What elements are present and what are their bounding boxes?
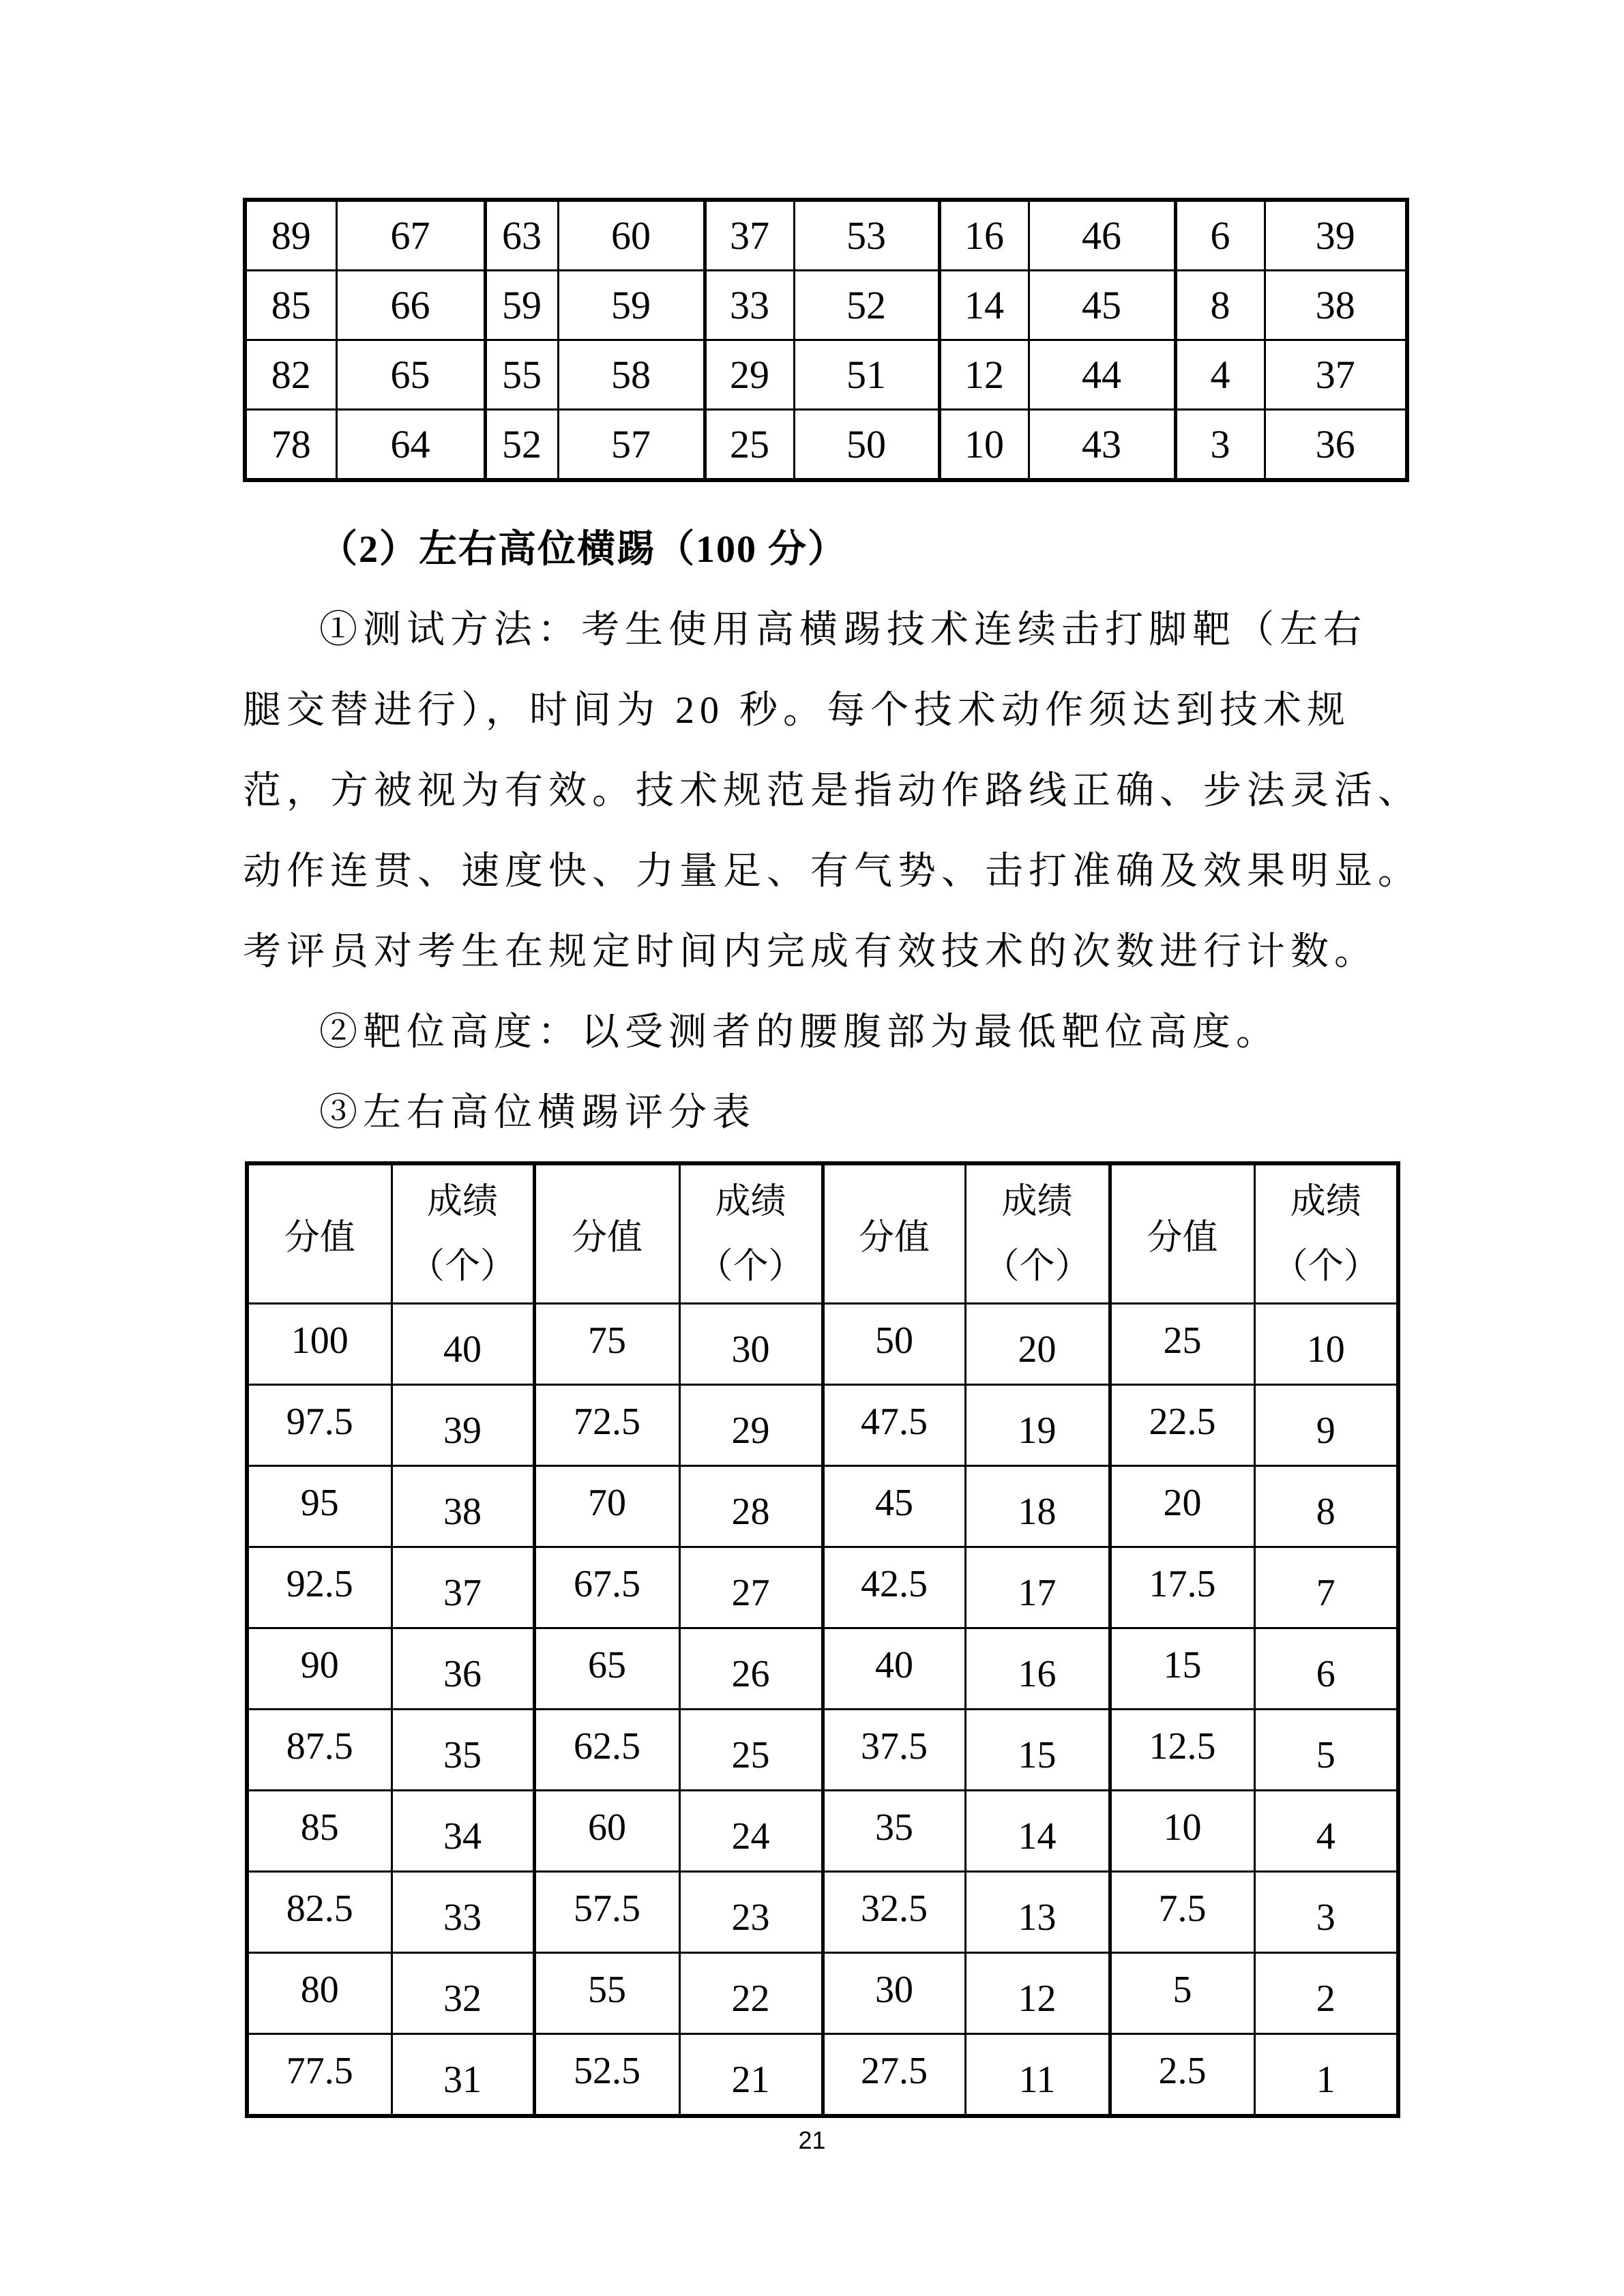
table-row	[247, 1710, 1398, 1791]
table-row	[247, 1628, 1398, 1710]
column-header-result	[679, 1163, 823, 1304]
table-cell: 72.5	[534, 1385, 679, 1466]
table-cell: 3	[1175, 410, 1265, 481]
table-cell: 23	[679, 1872, 823, 1953]
table-row	[245, 340, 1407, 410]
table-row	[247, 1304, 1398, 1385]
table-cell: 66	[336, 271, 485, 340]
table-cell: 4	[1175, 340, 1265, 410]
paragraph-line: 考评员对考生在规定时间内完成有效技术的次数进行计数。	[243, 931, 1378, 973]
table-cell: 90	[247, 1628, 392, 1710]
table-row	[247, 1466, 1398, 1547]
table-cell: 17	[965, 1547, 1110, 1628]
table-cell: 70	[534, 1466, 679, 1547]
table-cell: 60	[558, 200, 705, 271]
column-header-result	[1254, 1163, 1398, 1304]
table-cell: 47.5	[823, 1385, 965, 1466]
table-cell: 25	[1110, 1304, 1254, 1385]
table-cell: 62.5	[534, 1710, 679, 1791]
table-cell: 55	[485, 340, 558, 410]
continuation-score-table	[243, 198, 1409, 482]
table-cell: 12	[965, 1953, 1110, 2034]
table-cell: 35	[823, 1791, 965, 1872]
table-cell: 82.5	[247, 1872, 392, 1953]
table-cell: 59	[558, 271, 705, 340]
table-cell: 67	[336, 200, 485, 271]
table-cell: 36	[392, 1628, 534, 1710]
table-cell: 37	[705, 200, 794, 271]
table-cell: 57	[558, 410, 705, 481]
table-cell: 8	[1175, 271, 1265, 340]
table-cell: 78	[245, 410, 336, 481]
table-cell: 46	[1029, 200, 1175, 271]
column-header-result-line2: （个）	[1272, 1247, 1379, 1286]
table-cell: 50	[794, 410, 939, 481]
table-cell: 85	[247, 1791, 392, 1872]
table-cell: 27.5	[823, 2034, 965, 2117]
table-cell: 1	[1254, 2034, 1398, 2117]
table-cell: 50	[823, 1304, 965, 1385]
table-cell: 37.5	[823, 1710, 965, 1791]
table-caption-line: ③左右高位横踢评分表	[319, 1092, 756, 1134]
table-cell: 7	[1254, 1547, 1398, 1628]
table-cell: 45	[1029, 271, 1175, 340]
paragraph-line: 动作连贯、速度快、力量足、有气势、击打准确及效果明显。	[243, 850, 1421, 893]
table-cell: 32	[392, 1953, 534, 2034]
paragraph-line: 腿交替进行），时间为 20 秒。每个技术动作须达到技术规	[243, 689, 1350, 732]
table-cell: 12	[939, 340, 1029, 410]
table-cell: 29	[679, 1385, 823, 1466]
table-cell: 58	[558, 340, 705, 410]
table-cell: 67.5	[534, 1547, 679, 1628]
section-text-block	[243, 509, 1421, 1153]
table-cell: 16	[965, 1628, 1110, 1710]
table-cell: 12.5	[1110, 1710, 1254, 1791]
table-cell: 42.5	[823, 1547, 965, 1628]
table-cell: 52.5	[534, 2034, 679, 2117]
column-header-result-line1: 成绩	[715, 1182, 786, 1221]
table-cell: 16	[939, 200, 1029, 271]
column-header-score: 分值	[247, 1163, 392, 1304]
table-cell: 31	[392, 2034, 534, 2117]
table-cell: 37	[392, 1547, 534, 1628]
page-number: 21	[798, 2126, 826, 2154]
column-header-result-line2: （个）	[697, 1247, 804, 1286]
table-cell: 30	[679, 1304, 823, 1385]
table-cell: 27	[679, 1547, 823, 1628]
table-cell: 17.5	[1110, 1547, 1254, 1628]
table-cell: 39	[1265, 200, 1407, 271]
table-cell: 77.5	[247, 2034, 392, 2117]
table-cell: 32.5	[823, 1872, 965, 1953]
table-cell: 37	[1265, 340, 1407, 410]
table-cell: 45	[823, 1466, 965, 1547]
column-header-result-line1: 成绩	[426, 1182, 498, 1221]
table-row	[247, 1791, 1398, 1872]
table-cell: 14	[939, 271, 1029, 340]
table-cell: 25	[705, 410, 794, 481]
table-cell: 15	[965, 1710, 1110, 1791]
table-row	[247, 1547, 1398, 1628]
table-row	[247, 2034, 1398, 2117]
table-cell: 38	[1265, 271, 1407, 340]
paragraph-line: ①测试方法：考生使用高横踢技术连续击打脚靶（左右	[319, 609, 1367, 651]
table-cell: 40	[392, 1304, 534, 1385]
table-cell: 11	[965, 2034, 1110, 2117]
table-cell: 33	[705, 271, 794, 340]
table-cell: 14	[965, 1791, 1110, 1872]
table-row	[247, 1385, 1398, 1466]
table-cell: 22	[679, 1953, 823, 2034]
table-cell: 53	[794, 200, 939, 271]
column-header-score: 分值	[534, 1163, 679, 1304]
section-heading: （2）左右高位横踢（100 分）	[319, 528, 847, 571]
table-cell: 13	[965, 1872, 1110, 1953]
table-cell: 30	[823, 1953, 965, 2034]
table-cell: 87.5	[247, 1710, 392, 1791]
table-cell: 59	[485, 271, 558, 340]
table-cell: 5	[1110, 1953, 1254, 2034]
table-cell: 25	[679, 1710, 823, 1791]
table-cell: 75	[534, 1304, 679, 1385]
table-cell: 29	[705, 340, 794, 410]
table-cell: 26	[679, 1628, 823, 1710]
table-cell: 89	[245, 200, 336, 271]
column-header-score: 分值	[823, 1163, 965, 1304]
table-row	[245, 410, 1407, 481]
column-header-result	[392, 1163, 534, 1304]
table-cell: 35	[392, 1710, 534, 1791]
table-cell: 10	[1254, 1304, 1398, 1385]
column-header-result-line1: 成绩	[1290, 1182, 1361, 1221]
table-cell: 33	[392, 1872, 534, 1953]
table-row	[247, 1953, 1398, 2034]
table-row	[245, 200, 1407, 271]
table-cell: 5	[1254, 1710, 1398, 1791]
table-cell: 20	[1110, 1466, 1254, 1547]
table-cell: 97.5	[247, 1385, 392, 1466]
column-header-result-line2: （个）	[984, 1247, 1091, 1286]
table-cell: 36	[1265, 410, 1407, 481]
table-cell: 24	[679, 1791, 823, 1872]
table-cell: 52	[485, 410, 558, 481]
table-cell: 18	[965, 1466, 1110, 1547]
kick-scoring-table-header	[247, 1163, 1398, 1304]
column-header-result	[965, 1163, 1110, 1304]
paragraph-line: 范，方被视为有效。技术规范是指动作路线正确、步法灵活、	[243, 770, 1421, 812]
table-cell: 57.5	[534, 1872, 679, 1953]
table-cell: 38	[392, 1466, 534, 1547]
table-row	[247, 1872, 1398, 1953]
table-cell: 85	[245, 271, 336, 340]
table-cell: 92.5	[247, 1547, 392, 1628]
column-header-result-line2: （个）	[409, 1247, 516, 1286]
table-cell: 65	[336, 340, 485, 410]
table-cell: 64	[336, 410, 485, 481]
table-cell: 52	[794, 271, 939, 340]
table-cell: 82	[245, 340, 336, 410]
table-cell: 9	[1254, 1385, 1398, 1466]
table-cell: 21	[679, 2034, 823, 2117]
table-cell: 44	[1029, 340, 1175, 410]
table-cell: 55	[534, 1953, 679, 2034]
table-cell: 10	[939, 410, 1029, 481]
continuation-score-table-body	[245, 200, 1407, 480]
table-cell: 65	[534, 1628, 679, 1710]
table-cell: 6	[1175, 200, 1265, 271]
table-cell: 2	[1254, 1953, 1398, 2034]
table-cell: 95	[247, 1466, 392, 1547]
table-cell: 34	[392, 1791, 534, 1872]
table-cell: 39	[392, 1385, 534, 1466]
kick-scoring-table-body	[247, 1304, 1398, 2117]
table-cell: 28	[679, 1466, 823, 1547]
table-cell: 63	[485, 200, 558, 271]
table-cell: 10	[1110, 1791, 1254, 1872]
table-row	[245, 271, 1407, 340]
table-cell: 22.5	[1110, 1385, 1254, 1466]
table-cell: 19	[965, 1385, 1110, 1466]
table-cell: 2.5	[1110, 2034, 1254, 2117]
table-cell: 40	[823, 1628, 965, 1710]
table-cell: 100	[247, 1304, 392, 1385]
table-cell: 3	[1254, 1872, 1398, 1953]
table-cell: 60	[534, 1791, 679, 1872]
table-cell: 6	[1254, 1628, 1398, 1710]
table-cell: 20	[965, 1304, 1110, 1385]
table-cell: 8	[1254, 1466, 1398, 1547]
paragraph-line: ②靶位高度：以受测者的腰腹部为最低靶位高度。	[319, 1011, 1280, 1054]
table-cell: 51	[794, 340, 939, 410]
table-cell: 80	[247, 1953, 392, 2034]
table-cell: 4	[1254, 1791, 1398, 1872]
kick-scoring-table	[245, 1161, 1400, 2118]
table-cell: 7.5	[1110, 1872, 1254, 1953]
table-cell: 43	[1029, 410, 1175, 481]
table-cell: 15	[1110, 1628, 1254, 1710]
column-header-result-line1: 成绩	[1001, 1182, 1073, 1221]
header-row	[247, 1163, 1398, 1304]
column-header-score: 分值	[1110, 1163, 1254, 1304]
